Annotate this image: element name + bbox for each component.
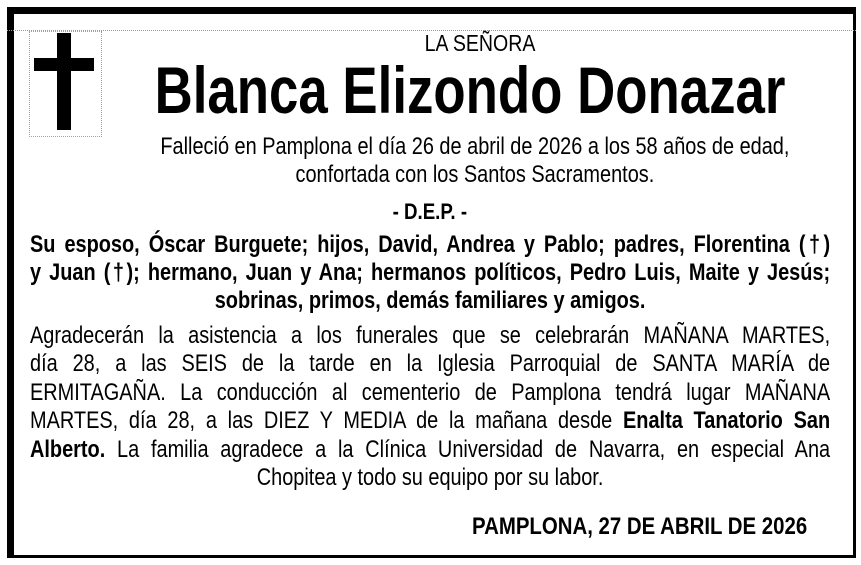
dep: [30, 199, 830, 225]
death-line-2: confortada con los Santos Sacramentos.: [295, 161, 655, 188]
family-line-3: sobrinas, primos, demás familiares y amigos.: [214, 287, 646, 314]
funeral-text: MARTES, día 28, a las DIEZ Y MEDIA de la mañana desde: [30, 407, 613, 434]
funeral-line-5: [30, 436, 830, 464]
dep-text: - D.E.P. -: [392, 199, 468, 224]
cross-icon: [57, 33, 71, 130]
family-line-2: y Juan (†); hermano, Juan y Ana; hermanos políticos, Pedro Luis, Maite y Jesús;: [30, 259, 831, 286]
funeral-line-6: Chopitea y todo su equipo por su labor.: [256, 464, 604, 491]
funeral-line-2: día 28, a las SEIS de la tarde en la Iglesia Parroquial de SANTA MARÍA de: [30, 350, 831, 377]
death-line-1: Falleció en Pamplona el día 26 de abril de 2026 a los 58 años de edad,: [160, 133, 790, 160]
funeral-line-4: [30, 407, 830, 435]
cross-icon-arm: [34, 58, 94, 71]
place-date: PAMPLONA, 27 DE ABRIL DE 2026: [472, 513, 808, 540]
funeral-home: Enalta Tanatorio San: [623, 407, 831, 434]
prefix: LA SEÑORA: [424, 30, 536, 56]
funeral-line-3: ERMITAGAÑA. La conducción al cementerio de Pamplona tendrá lugar MAÑANA: [30, 379, 831, 406]
deceased-name: Blanca Elizondo Donazar: [154, 53, 786, 127]
funeral-text: La familia agradece a la Clínica Universidad de Navarra, en especial Ana: [117, 436, 831, 463]
funeral-line-1: Agradecerán la asistencia a los funerales que se celebrarán MAÑANA MARTES,: [30, 322, 831, 349]
funeral-home-end: Alberto.: [30, 436, 106, 463]
family-line-1: Su esposo, Óscar Burguete; hijos, David, Andrea y Pablo; padres, Florentina (†): [30, 231, 831, 258]
